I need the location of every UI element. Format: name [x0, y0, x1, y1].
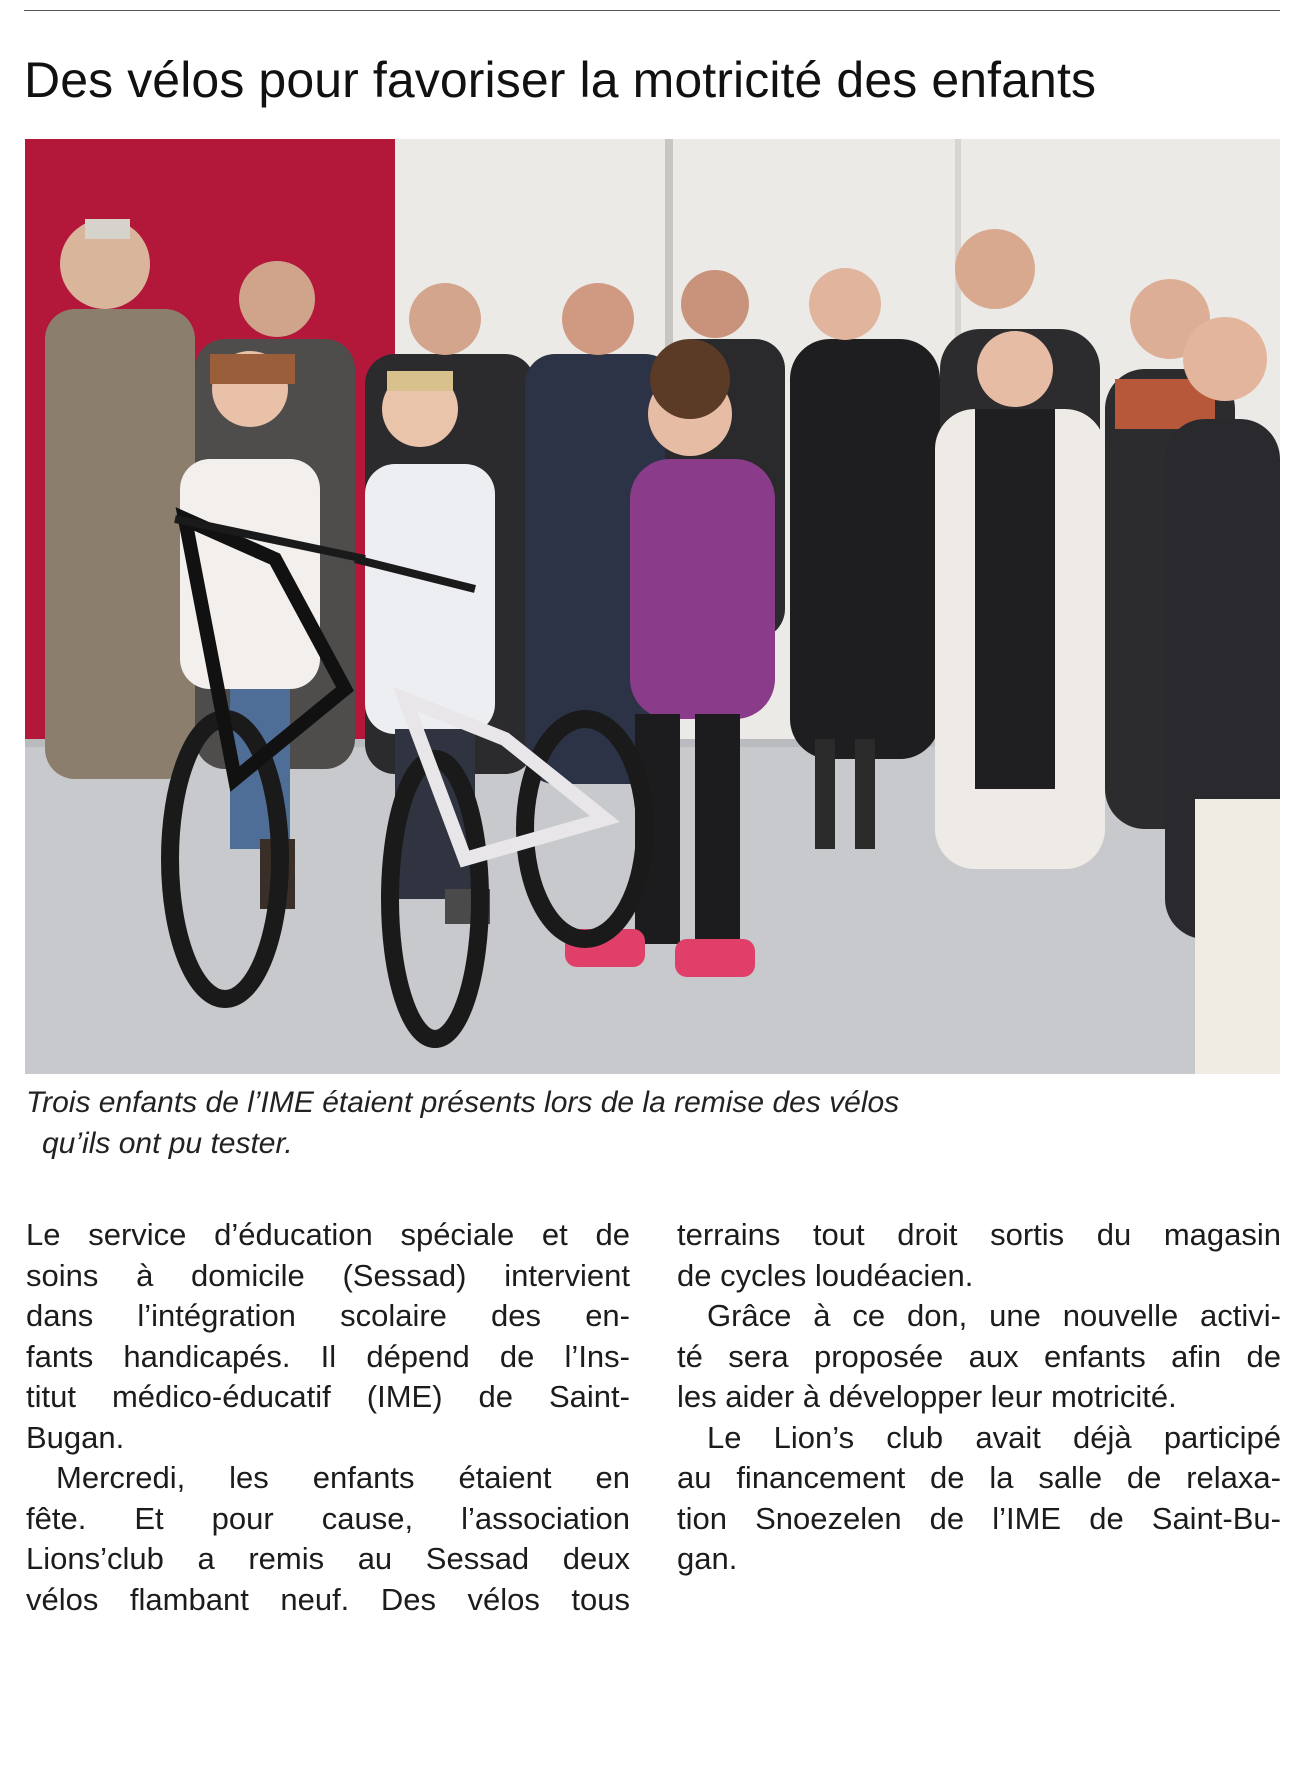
- body-line: Lions’club a remis au Sessad deux: [26, 1541, 630, 1576]
- top-rule: [24, 10, 1280, 11]
- body-line: tion Snoezelen de l’IME de Saint-Bu-: [677, 1500, 1281, 1536]
- body-line: Mercredi, les enfants étaient en: [56, 1460, 630, 1495]
- body-line: fants handicapés. Il dépend de l’Ins-: [26, 1338, 630, 1374]
- article-column-left: [26, 1215, 630, 1620]
- caption-line-1: Trois enfants de l’IME étaient présents lors de la remise des vélos: [26, 1086, 900, 1119]
- body-line: té sera proposée aux enfants afin de: [677, 1338, 1281, 1374]
- body-line: les aider à développer leur motricité.: [677, 1379, 1177, 1414]
- article-column-right: [677, 1215, 1281, 1580]
- body-line: terrains tout droit sortis du magasin: [677, 1217, 1281, 1252]
- body-line: soins à domicile (Sessad) intervient: [26, 1257, 630, 1293]
- body-line: Le service d’éducation spéciale et de: [26, 1217, 630, 1252]
- caption-line-2: qu’ils ont pu tester.: [42, 1127, 293, 1160]
- body-line: Grâce à ce don, une nouvelle activi-: [707, 1298, 1281, 1333]
- article-photo: [25, 139, 1280, 1074]
- body-line: au financement de la salle de relaxa-: [677, 1460, 1281, 1495]
- photo-caption: [26, 1082, 1276, 1164]
- body-line: titut médico-éducatif (IME) de Saint-: [26, 1379, 630, 1414]
- body-line: de cycles loudéacien.: [677, 1257, 974, 1293]
- body-line: Le Lion’s club avait déjà participé: [707, 1419, 1281, 1455]
- body-line: vélos flambant neuf. Des vélos tous: [26, 1581, 630, 1617]
- body-line: Bugan.: [26, 1419, 125, 1455]
- body-line: dans l’intégration scolaire des en-: [26, 1298, 630, 1333]
- body-line: fête. Et pour cause, l’association: [26, 1500, 630, 1536]
- article-headline: Des vélos pour favoriser la motricité des enfants: [24, 52, 1097, 108]
- body-line: gan.: [677, 1541, 738, 1576]
